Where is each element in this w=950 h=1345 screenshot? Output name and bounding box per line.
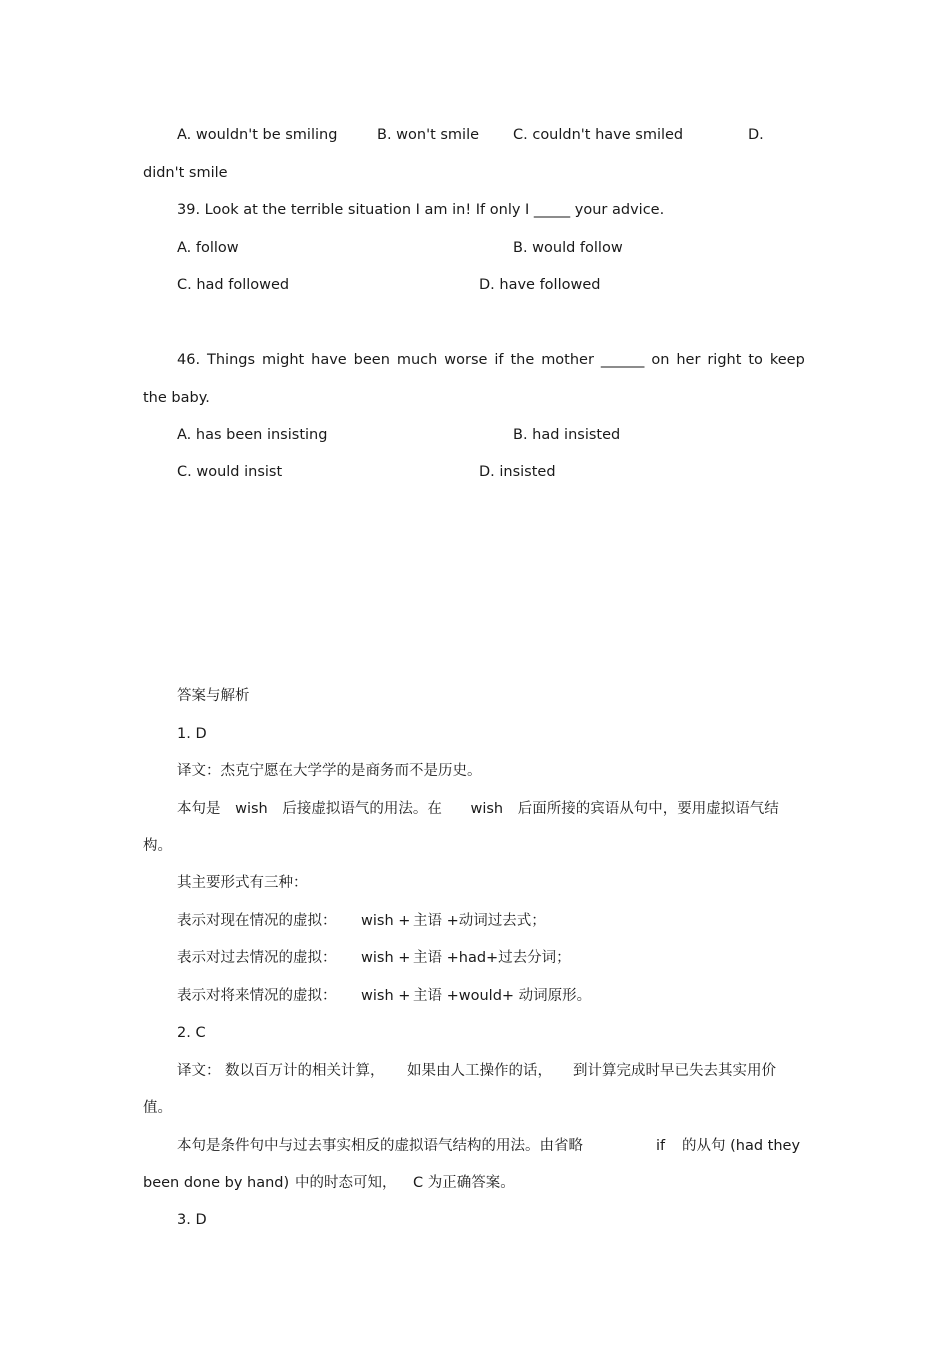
q46-option-d: D. insisted: [479, 464, 556, 480]
answer-2-analysis-1: 本句是条件句中与过去事实相反的虚拟语气结构的用法。由省略: [177, 1138, 583, 1154]
q46-option-c: C. would insist: [177, 464, 283, 480]
answers-heading: 答案与解析: [177, 688, 250, 704]
q46-stem-word: to: [748, 352, 763, 368]
answer-2-analysis-3: 的从句 (had they: [682, 1138, 801, 1154]
q46-stem-word: her: [676, 352, 701, 368]
answer-2-translation-1: 译文：: [177, 1063, 221, 1079]
answer-2-label: 2. C: [177, 1025, 206, 1041]
form-past-label: 表示对过去情况的虚拟：: [177, 950, 337, 966]
analysis-keyword: wish: [235, 801, 268, 817]
q46-stem-word: Things: [207, 352, 256, 368]
q46-stem-word: keep: [769, 352, 805, 368]
answer-2-analysis-cont-3: C 为正确答案。: [413, 1175, 515, 1191]
answer-2-translation-4: 到计算完成时早已失去其实用价: [573, 1063, 776, 1079]
q46-stem-word: worse: [444, 352, 488, 368]
q46-stem: [177, 350, 805, 370]
analysis-keyword: wish: [470, 801, 504, 817]
q46-option-a: A. has been insisting: [177, 427, 328, 443]
answer-1-translation: 译文：杰克宁愿在大学学的是商务而不是历史。: [177, 763, 482, 779]
form-future-rule: 主语 +would+ 动词原形。: [413, 988, 592, 1004]
answer-3-label: 3. D: [177, 1212, 207, 1228]
q38-option-d-continued: didn't smile: [143, 165, 228, 181]
q46-stem-blank: ______: [600, 352, 645, 368]
q46-stem-word: might: [261, 352, 305, 368]
form-present-label: 表示对现在情况的虚拟：: [177, 913, 337, 929]
q46-stem-word: mother: [541, 352, 594, 368]
q46-stem-word: 46.: [177, 352, 201, 368]
answer-1-analysis-continued: 构。: [143, 838, 172, 854]
q39-option-c: C. had followed: [177, 277, 290, 293]
form-present-rule: 主语 +动词过去式；: [413, 913, 546, 929]
q46-option-b: B. had insisted: [513, 427, 621, 443]
q39-option-b: B. would follow: [513, 240, 623, 256]
q38-option-a: A. wouldn't be smiling: [177, 127, 338, 143]
form-present-wish: wish +: [361, 913, 411, 929]
answer-2-translation-2: 数以百万计的相关计算，: [225, 1063, 385, 1079]
q46-stem-word: been: [353, 352, 390, 368]
q38-option-c: C. couldn't have smiled: [513, 127, 684, 143]
form-past-wish: wish +: [361, 950, 411, 966]
answer-2-analysis-cont-1: been done by hand): [143, 1175, 290, 1191]
answer-2-analysis-if: if: [656, 1138, 666, 1154]
q39-option-d: D. have followed: [479, 277, 601, 293]
q46-stem-word: if: [494, 352, 504, 368]
q46-stem-word: have: [311, 352, 347, 368]
q46-stem-word: much: [396, 352, 438, 368]
analysis-text: 后面所接的宾语从句中，要用虚拟语气结: [517, 801, 779, 817]
form-future-label: 表示对将来情况的虚拟：: [177, 988, 337, 1004]
answer-1-label: 1. D: [177, 726, 207, 742]
q39-stem: 39. Look at the terrible situation I am in! If only I _____ your advice.: [177, 202, 665, 218]
answer-1-analysis: [177, 799, 779, 819]
answer-1-forms-intro: 其主要形式有三种：: [177, 875, 308, 891]
answer-2-translation-3: 如果由人工操作的话，: [407, 1063, 552, 1079]
q46-stem-word: right: [707, 352, 742, 368]
q38-option-d: D.: [748, 127, 764, 143]
q39-option-a: A. follow: [177, 240, 239, 256]
answer-2-analysis-cont-2: 中的时态可知，: [295, 1175, 397, 1191]
q46-stem-word: the: [510, 352, 535, 368]
form-past-rule: 主语 +had+过去分词；: [413, 950, 571, 966]
analysis-text: 后接虚拟语气的用法。在: [282, 801, 442, 817]
q46-stem-word: on: [651, 352, 670, 368]
analysis-text: 本句是: [177, 801, 221, 817]
form-future-wish: wish +: [361, 988, 411, 1004]
answer-2-translation-continued: 值。: [143, 1100, 172, 1116]
q46-stem-continued: the baby.: [143, 390, 210, 406]
q38-option-b: B. won't smile: [377, 127, 480, 143]
